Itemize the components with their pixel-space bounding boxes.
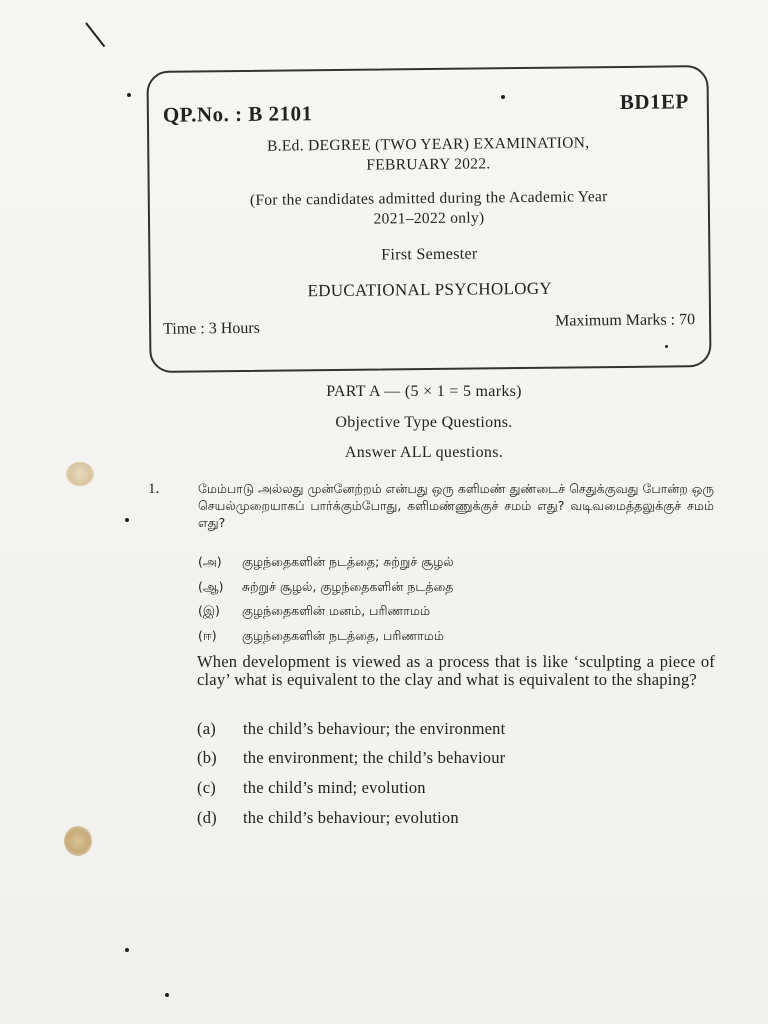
question-text-english: When development is viewed as a process that is like ‘sculpting a piece of clay’ what is equivalent to the clay and what is equivalent to the shaping? [197, 652, 715, 689]
english-option [197, 778, 426, 798]
option-label: (அ) [198, 554, 222, 569]
semester-label: First Semester [381, 245, 478, 264]
exam-title-line2: FEBRUARY 2022. [366, 155, 491, 174]
paper-code: BD1EP [619, 89, 689, 114]
option-label: (c) [197, 778, 216, 797]
tamil-option [198, 579, 453, 596]
option-text: the child’s mind; evolution [243, 778, 426, 797]
option-text: the child’s behaviour; the environment [243, 719, 506, 738]
ink-dot [125, 948, 129, 952]
part-title: PART A — (5 × 1 = 5 marks) [326, 383, 522, 400]
question-text-tamil: மேம்பாடு அல்லது முன்னேற்றம் என்பது ஒரு களிமண் துண்டைச் செதுக்குவது போன்ற ஒரு செயல்முறையாகப் பார்க்கும்போது, களிமண்ணுக்குச் சமம் எது? வடிவமைத்தலுக்குச் சமம் எது? [198, 481, 714, 530]
option-text: குழந்தைகளின் மனம், பரிணாமம் [242, 603, 431, 618]
english-option [197, 808, 459, 828]
ink-dot [125, 518, 129, 522]
exam-header-box [146, 65, 711, 373]
option-text: குழந்தைகளின் நடத்தை; சுற்றுச் சூழல் [242, 554, 454, 569]
option-text: the environment; the child’s behaviour [243, 748, 506, 767]
question-paper-number: QP.No. : B 2101 [162, 101, 313, 127]
tamil-option [198, 554, 454, 571]
ink-dot [127, 93, 131, 97]
option-text: குழந்தைகளின் நடத்தை, பரிணாமம் [242, 628, 444, 643]
punch-hole-mark [64, 826, 92, 856]
option-text: சுற்றுச் சூழல், குழந்தைகளின் நடத்தை [242, 579, 454, 594]
ink-dot [165, 993, 169, 997]
tamil-option [198, 628, 444, 645]
part-subtitle: Objective Type Questions. [335, 414, 513, 431]
option-text: the child’s behaviour; evolution [243, 808, 459, 827]
english-option [197, 719, 505, 739]
exam-title-line1: B.Ed. DEGREE (TWO YEAR) EXAMINATION, [266, 134, 590, 155]
punch-hole-mark [66, 462, 94, 486]
option-label: (a) [197, 719, 216, 738]
option-label: (b) [197, 748, 217, 767]
option-label: (d) [197, 808, 217, 827]
part-instruction: Answer ALL questions. [344, 444, 504, 461]
tamil-option [198, 603, 430, 620]
english-option [197, 748, 505, 768]
option-label: (இ) [198, 603, 220, 618]
question-number: 1. [148, 481, 160, 497]
pen-mark [85, 22, 105, 47]
option-label: (ஈ) [198, 628, 217, 643]
option-label: (ஆ) [198, 579, 224, 594]
time-allowed: Time : 3 Hours [163, 319, 260, 338]
candidate-note-line1: (For the candidates admitted during the Academic Year [249, 188, 608, 209]
candidate-note-line2: 2021–2022 only) [373, 209, 485, 228]
maximum-marks: Maximum Marks : 70 [554, 311, 696, 330]
subject-title: EDUCATIONAL PSYCHOLOGY [307, 278, 553, 301]
